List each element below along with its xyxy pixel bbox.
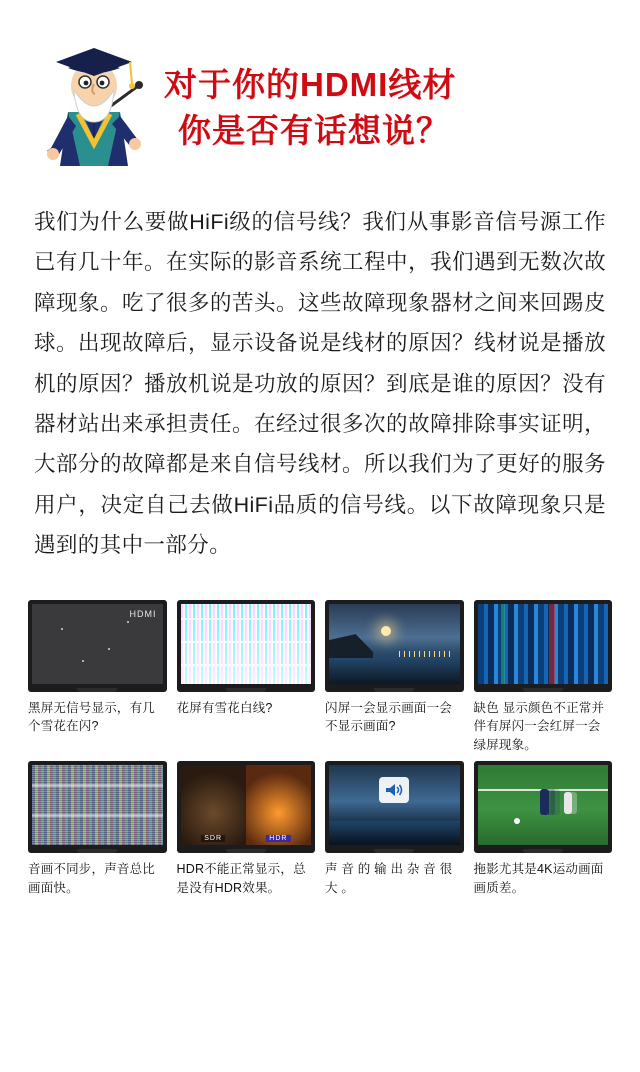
tv-mock bbox=[325, 761, 464, 853]
grid-item-caption: 音画不同步，声音总比画面快。 bbox=[28, 861, 156, 895]
grid-item bbox=[474, 600, 613, 755]
screen-snow-white-lines bbox=[181, 604, 312, 684]
tv-mock bbox=[28, 761, 167, 853]
grid-item-caption: 拖影尤其是4K运动画面画质差。 bbox=[473, 861, 604, 895]
grid-item-caption: 缺色 显示颜色不正常并伴有屏闪一会红屏一会绿屏现象。 bbox=[473, 700, 605, 753]
tv-mock bbox=[474, 761, 613, 853]
title-line-2: 你是否有话想说？ bbox=[178, 112, 450, 149]
grid-item-caption: 花屏有雪花白线? bbox=[176, 700, 273, 715]
grid-item bbox=[177, 761, 316, 898]
header-banner bbox=[0, 0, 640, 188]
grid-item bbox=[325, 761, 464, 898]
screen-flicker-scene bbox=[329, 604, 460, 684]
fault-examples-grid bbox=[28, 600, 612, 898]
grid-item-caption: 闪屏一会显示画面一会不显示画面? bbox=[325, 700, 453, 734]
screen-motion-blur-4k bbox=[478, 765, 609, 845]
screen-audio-noise bbox=[329, 765, 460, 845]
grid-item-caption: 黑屏无信号显示，有几个雪花在闪? bbox=[28, 700, 156, 734]
grid-item bbox=[28, 600, 167, 755]
tv-mock bbox=[177, 600, 316, 692]
tv-mock bbox=[177, 761, 316, 853]
tv-mock bbox=[325, 600, 464, 692]
grid-item bbox=[474, 761, 613, 898]
professor-mascot-icon bbox=[34, 40, 154, 170]
screen-audio-video-desync bbox=[32, 765, 163, 845]
speaker-icon bbox=[379, 777, 409, 803]
sdr-half bbox=[181, 765, 246, 845]
grid-item bbox=[177, 600, 316, 755]
grid-item bbox=[28, 761, 167, 898]
hdr-label: HDR bbox=[266, 835, 290, 842]
screen-hdr-failure bbox=[181, 765, 312, 845]
hdmi-overlay-label: HDMI bbox=[129, 608, 157, 619]
body-paragraph: 我们为什么要做HiFi级的信号线？我们从事影音信号源工作已有几十年。在实际的影音系统工程中，我们遇到无数次故障现象。吃了很多的苦头。这些故障现象器材之间来回踢皮球。出现故障后，显示设备说是线材的原因？线材说是播放机的原因？播放机说是功放的原因？到底是谁的原因？没有器材站出来承担责任。在经过很多次的故障排除事实证明，大部分的故障都是来自信号线材。所以我们为了更好的服务用户，决定自己去做HiFi品质的信号线。以下故障现象只是遇到的其中一部分。 bbox=[34, 210, 606, 558]
tv-mock bbox=[28, 600, 167, 692]
hdr-half bbox=[246, 765, 311, 845]
grid-item bbox=[325, 600, 464, 755]
grid-item-caption: 声 音 的 输 出 杂 音 很 大 。 bbox=[325, 861, 453, 895]
screen-black-no-signal bbox=[32, 604, 163, 684]
page-title bbox=[164, 56, 456, 153]
grid-item-caption: HDR不能正常显示，总是没有HDR效果。 bbox=[176, 861, 306, 895]
tv-mock bbox=[474, 600, 613, 692]
sdr-label: SDR bbox=[201, 835, 225, 842]
screen-color-missing bbox=[478, 604, 609, 684]
title-line-1: 对于你的HDMI线材 bbox=[164, 66, 457, 104]
